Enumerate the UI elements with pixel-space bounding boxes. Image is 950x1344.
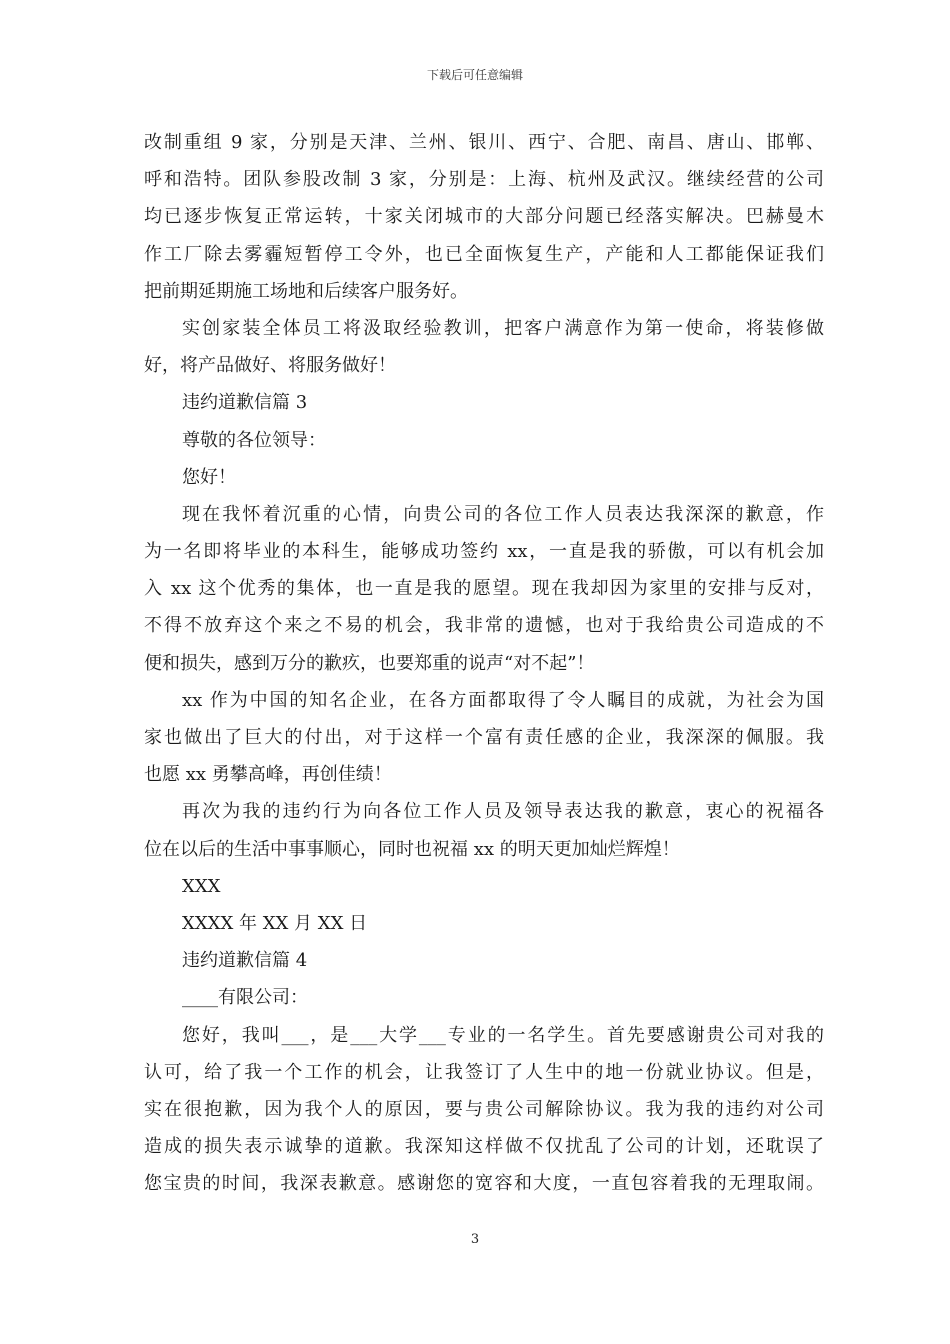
greeting: 您好！	[182, 466, 236, 488]
text-line: 入 xx 这个优秀的集体，也一直是我的愿望。现在我却因为家里的安排与反对，	[144, 578, 824, 600]
text-line: 为一名即将毕业的本科生，能够成功签约 xx，一直是我的骄傲，可以有机会加	[144, 541, 824, 563]
page-header: 下载后可任意编辑	[426, 68, 523, 82]
text-line: 位在以后的生活中事事顺心，同时也祝福 xx 的明天更加灿烂辉煌！	[144, 838, 680, 860]
text-line: 家也做出了巨大的付出，对于这样一个富有责任感的企业，我深深的佩服。我	[144, 727, 824, 748]
text-line: 再次为我的违约行为向各位工作人员及领导表达我的歉意，衷心的祝福各	[182, 801, 824, 823]
section-heading: 违约道歉信篇 4	[182, 950, 308, 972]
text-line: 实在很抱歉，因为我个人的原因，要与贵公司解除协议。我为我的违约对公司	[144, 1098, 824, 1120]
text-line: 也愿 xx 勇攀高峰，再创佳绩！	[144, 764, 392, 786]
date: XXXX 年 XX 月 XX 日	[182, 912, 368, 934]
text-line: 现在我怀着沉重的心情，向贵公司的各位工作人员表达我深深的歉意，作	[182, 503, 824, 525]
text-line: xx 作为中国的知名企业，在各方面都取得了令人瞩目的成就，为社会为国	[182, 689, 824, 711]
text-line: 您宝贵的时间，我深表歉意。感谢您的宽容和大度，一直包容着我的无理取闹。	[144, 1173, 824, 1195]
text-line: 造成的损失表示诚挚的道歉。我深知这样做不仅扰乱了公司的计划，还耽误了	[144, 1136, 824, 1158]
text-line: 认可，给了我一个工作的机会，让我签订了人生中的地一份就业协议。但是，	[144, 1061, 824, 1083]
text-line: 便和损失，感到万分的歉疚，也要郑重的说声“对不起”！	[144, 652, 595, 674]
salutation: 尊敬的各位领导：	[182, 429, 326, 451]
signature: XXX	[182, 875, 221, 897]
text-line: 您好，我叫___，是___大学___专业的一名学生。首先要感谢贵公司对我的	[182, 1024, 824, 1046]
page-number: 3	[470, 1232, 480, 1247]
text-line: 均已逐步恢复正常运转，十家关闭城市的大部分问题已经落实解决。巴赫曼木	[144, 206, 824, 228]
text-line: 好，将产品做好、将服务做好！	[144, 355, 396, 377]
text-line: 作工厂除去雾霾短暂停工令外，也已全面恢复生产，产能和人工都能保证我们	[144, 243, 824, 265]
text-line: 呼和浩特。团队参股改制 3 家，分别是：上海、杭州及武汉。继续经营的公司	[144, 169, 824, 191]
section-heading: 违约道歉信篇 3	[182, 392, 308, 414]
document-body	[144, 124, 824, 1202]
text-line: 不得不放弃这个来之不易的机会，我非常的遗憾，也对于我给贵公司造成的不	[144, 615, 824, 637]
salutation: ____有限公司：	[182, 987, 308, 1009]
text-line: 实创家装全体员工将汲取经验教训，把客户满意作为第一使命，将装修做	[182, 317, 824, 339]
text-line: 改制重组 9 家，分别是天津、兰州、银川、西宁、合肥、南昌、唐山、邯郸、	[144, 132, 824, 153]
text-line: 把前期延期施工场地和后续客户服务好。	[144, 280, 468, 302]
